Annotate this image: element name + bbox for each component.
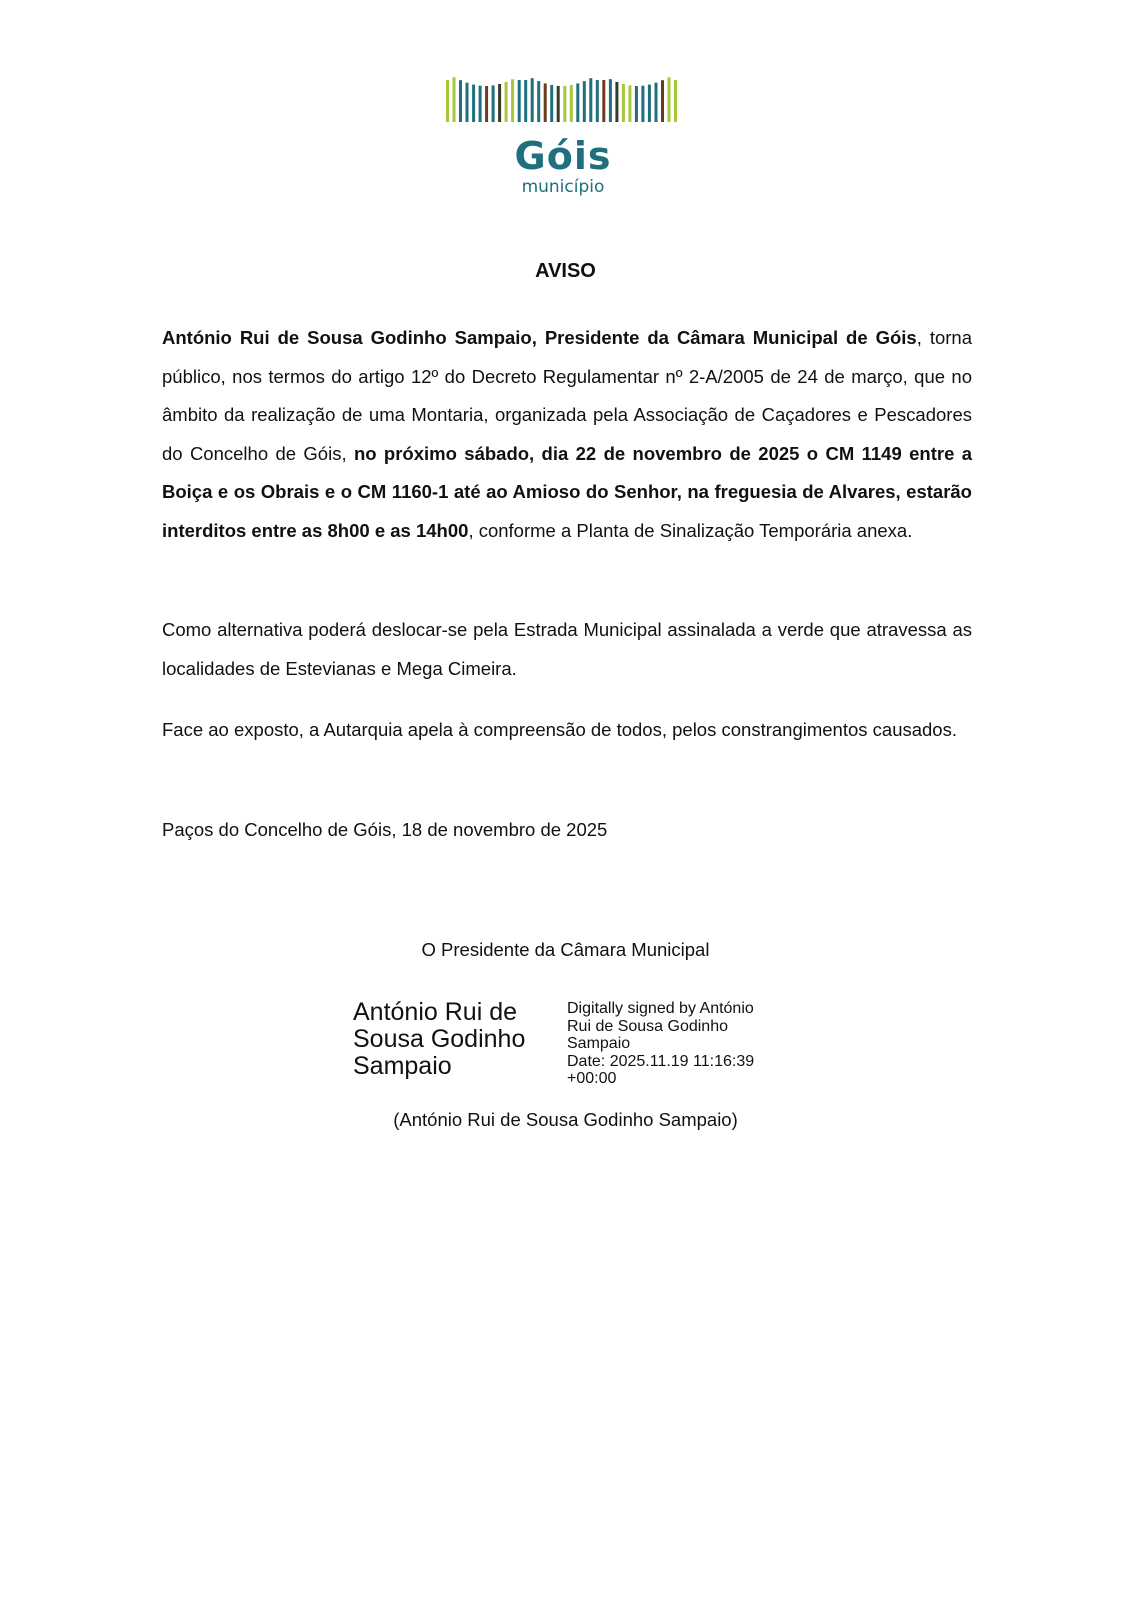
logo-bar <box>570 85 573 122</box>
logo-bar <box>550 85 553 122</box>
paragraph-appeal: Face ao exposto, a Autarquia apela à compreensão de todos, pelos constrangimentos causados. <box>162 719 957 740</box>
logo-bar <box>596 80 599 122</box>
logo-bar <box>459 80 462 122</box>
logo-bar <box>505 82 508 122</box>
place-date: Paços do Concelho de Góis, 18 de novembro de 2025 <box>162 819 608 840</box>
logo-bar <box>668 77 671 122</box>
logo-bar <box>531 78 534 122</box>
announcement-end: , conforme a Planta de Sinalização Temporária anexa. <box>468 519 913 541</box>
digital-signature-name <box>353 999 563 1080</box>
logo-bar <box>648 85 651 122</box>
logo-bar <box>602 80 605 122</box>
signature-date-line: Date: 2025.11.19 11:16:39 <box>567 1052 755 1070</box>
logo-bar <box>615 82 618 122</box>
logo-bar <box>498 84 501 122</box>
logo-bar <box>609 79 612 122</box>
logo-bar <box>557 86 560 122</box>
logo-bar <box>446 80 449 122</box>
announcement-text: , torna público, nos termos do artigo 12º do Decreto Regulamentar nº 2-A/2005 de 24 de março, que no âmbito da realização de uma Montaria, organizada pela Associação de Caçadores e Pescadores do Concelho de Góis, <box>162 327 973 464</box>
signature-info-line: Rui de Sousa Godinho <box>567 1017 728 1035</box>
logo-bar <box>511 79 514 122</box>
signature-name-line: Sousa Godinho <box>353 1025 526 1053</box>
gois-municipality-logo <box>443 72 683 202</box>
logo-bar <box>479 86 482 122</box>
logo-bar <box>655 83 658 122</box>
paragraph-alternative: Como alternativa poderá deslocar-se pela Estrada Municipal assinalada a verde que atravessa as localidades de Estevianas e Mega Cimeira. <box>162 619 972 679</box>
signatory-name: (António Rui de Sousa Godinho Sampaio) <box>393 1109 738 1130</box>
page-title: AVISO <box>535 260 596 282</box>
logo-bar <box>635 86 638 122</box>
signature-timezone-line: +00:00 <box>567 1070 617 1087</box>
logo-bar <box>622 84 625 122</box>
bridge-arches-icon <box>443 72 683 132</box>
logo-subtitle: município <box>521 177 605 197</box>
logo-name: Góis <box>514 134 612 178</box>
signature-name-line: António Rui de <box>353 998 518 1026</box>
logo-bar <box>544 83 547 122</box>
logo-bar <box>661 80 664 122</box>
announcer-bold: António Rui de Sousa Godinho Sampaio, Presidente da Câmara Municipal de Góis <box>162 327 917 348</box>
logo-bar <box>472 85 475 122</box>
logo-bar <box>492 85 495 122</box>
logo-bar <box>674 80 677 122</box>
digital-signature-info <box>567 1000 797 1088</box>
signature-info-line: Sampaio <box>567 1035 631 1052</box>
logo-bar <box>453 77 456 122</box>
logo-bar <box>466 83 469 122</box>
logo-bar <box>628 85 631 122</box>
logo-bar <box>576 83 579 122</box>
logo-bar <box>518 80 521 122</box>
signature-info-line: Digitally signed by António <box>567 1000 754 1017</box>
logo-bar <box>583 81 586 122</box>
signatory-role: O Presidente da Câmara Municipal <box>421 939 710 960</box>
logo-bar <box>563 86 566 122</box>
logo-bar <box>485 86 488 122</box>
closure-details-bold: no próximo sábado, dia 22 de novembro de 2025 o CM 1149 entre a Boiça e os Obrais e o CM 1160-1 até ao Amioso do Senhor, na freguesia de Alvares, estarão interditos entre as 8h00 e as 14h00 <box>162 442 973 541</box>
logo-bar <box>641 86 644 122</box>
logo-bar <box>589 78 592 122</box>
signature-name-line: Sampaio <box>353 1052 452 1080</box>
paragraph-announcement <box>162 319 972 550</box>
logo-bar <box>524 80 527 122</box>
logo-bar <box>537 81 540 122</box>
